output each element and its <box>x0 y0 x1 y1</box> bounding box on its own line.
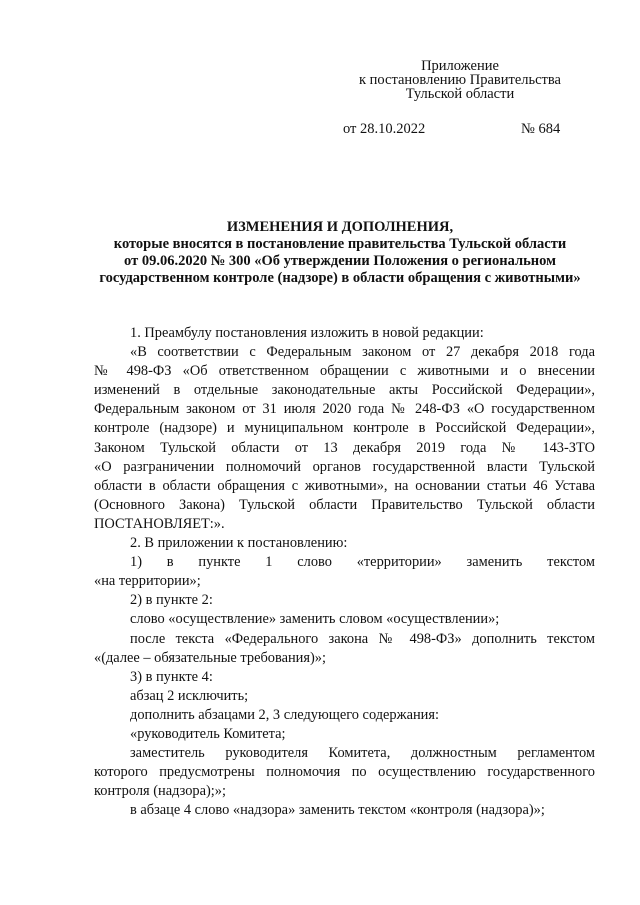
body-line: области в области обращения с животными», на основании статьи 46 Устава <box>94 477 595 494</box>
body-line: абзац 2 исключить; <box>130 687 249 704</box>
body-line: в абзаце 4 слово «надзора» заменить текстом «контроля (надзора)»; <box>130 802 545 819</box>
body-line: 1. Преамбулу постановления изложить в новой редакции: <box>130 325 484 341</box>
document-date: от 28.10.2022 <box>343 121 426 137</box>
body-line: контроле (надзоре) и муниципальном контроле в Российской Федерации», <box>94 420 595 437</box>
attachment-header <box>340 59 580 101</box>
body-line: после текста «Федерального закона № 498-ФЗ» дополнить текстом <box>130 630 595 647</box>
attachment-line-3: Тульской области <box>405 86 515 102</box>
document-body <box>94 324 595 820</box>
body-line: заместитель руководителя Комитета, должностным регламентом <box>130 745 595 762</box>
body-line: дополнить абзацами 2, 3 следующего содержания: <box>130 706 439 723</box>
title-line-1: ИЗМЕНЕНИЯ И ДОПОЛНЕНИЯ, <box>226 219 454 235</box>
body-line: «руководитель Комитета; <box>130 725 286 742</box>
body-line: слово «осуществление» заменить словом «осуществлении»; <box>130 611 500 628</box>
document-title <box>85 219 595 287</box>
title-line-3: от 09.06.2020 № 300 «Об утверждении Положения о региональном <box>124 253 556 269</box>
attachment-line-1: Приложение <box>421 58 499 74</box>
body-line: «В соответствии с Федеральным законом от 27 декабря 2018 года <box>130 344 595 361</box>
body-line: Федеральным законом от 31 июля 2020 года № 248-ФЗ «О государственном <box>94 401 595 418</box>
attachment-line-2: к постановлению Правительства <box>359 72 561 88</box>
body-line: Законом Тульской области от 13 декабря 2019 года № 143-ЗТО <box>94 439 595 456</box>
body-line: «(далее – обязательные требования)»; <box>94 649 326 666</box>
body-line: (Основного Закона) Тульской области Правительство Тульской области <box>94 496 595 513</box>
body-line: 2. В приложении к постановлению: <box>130 535 348 552</box>
body-line: «на территории»; <box>94 573 201 590</box>
body-line: 2) в пункте 2: <box>130 592 213 609</box>
body-line: 3) в пункте 4: <box>130 668 213 685</box>
body-line: «О разграничении полномочий органов государственной власти Тульской <box>94 458 595 475</box>
body-line: № 498-ФЗ «Об ответственном обращении с животными и о внесении <box>94 363 595 380</box>
body-line: 1) в пункте 1 слово «территории» заменить текстом <box>130 554 595 571</box>
body-line: контроля (надзора);»; <box>94 783 226 800</box>
title-line-4: государственном контроле (надзоре) в области обращения с животными» <box>99 270 581 286</box>
body-line: изменений в отдельные законодательные акты Российской Федерации», <box>94 382 595 399</box>
body-line: которого предусмотрены полномочия по осуществлению государственного <box>94 764 595 781</box>
body-line: ПОСТАНОВЛЯЕТ:». <box>94 515 225 532</box>
document-number: № 684 <box>521 121 561 137</box>
date-number-line <box>343 121 593 137</box>
title-line-2: которые вносятся в постановление правительства Тульской области <box>113 236 567 252</box>
